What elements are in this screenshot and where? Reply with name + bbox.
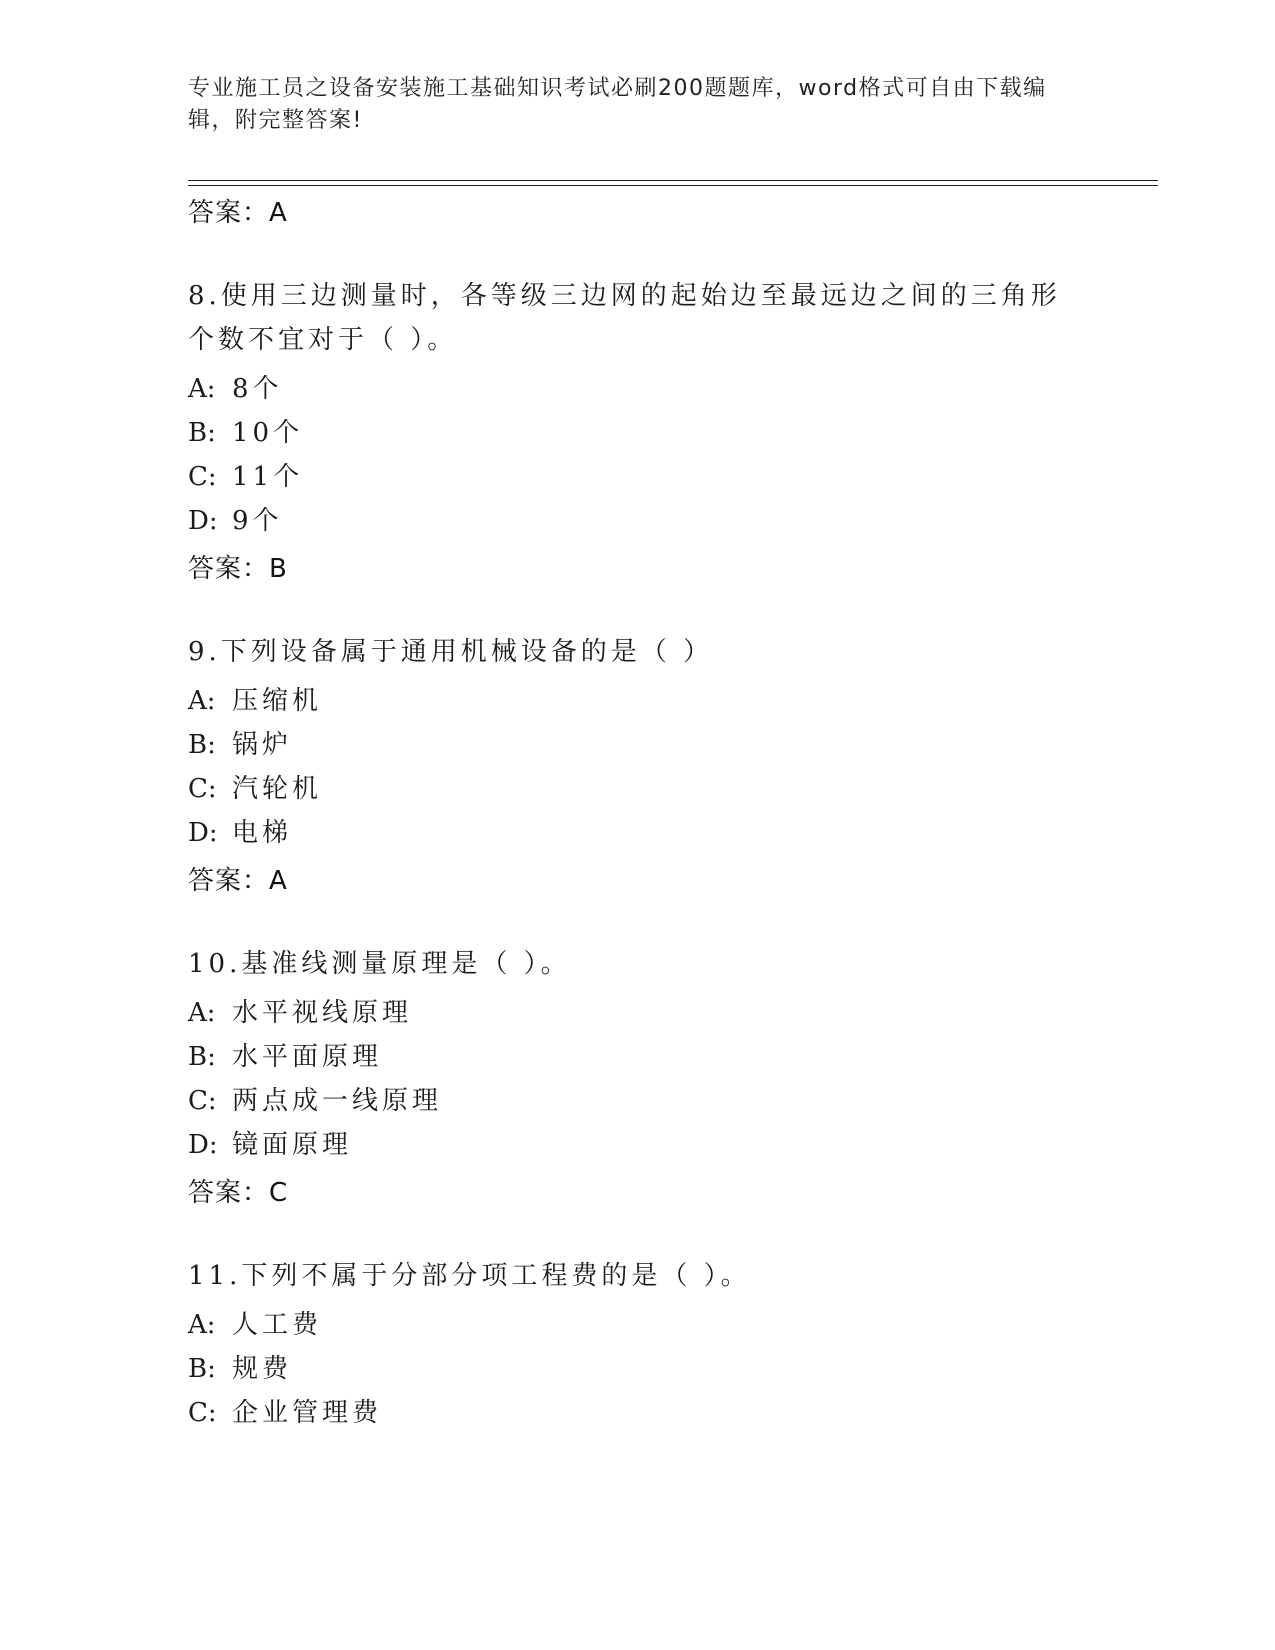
option-text: 人工费 <box>232 1310 323 1340</box>
question-9-option-a <box>188 680 322 717</box>
question-8-option-c <box>188 456 303 493</box>
option-text: 水平面原理 <box>232 1042 383 1072</box>
question-9-option-c <box>188 768 322 805</box>
question-11-option-c <box>188 1392 382 1429</box>
question-11-option-b <box>188 1348 292 1385</box>
question-8-option-d <box>188 500 283 537</box>
option-letter: D: <box>188 1130 218 1160</box>
question-8-option-b <box>188 412 303 449</box>
option-letter: B: <box>188 1354 216 1384</box>
option-text: 汽轮机 <box>232 774 323 804</box>
answer-line-9 <box>188 860 288 897</box>
document-header-title: 专业施工员之设备安装施工基础知识考试必刷200题题库，word格式可自由下载编辑，附完整答案! <box>188 76 1047 133</box>
option-letter: A: <box>188 374 216 404</box>
answer-value: A <box>269 866 288 896</box>
option-text: 锅炉 <box>232 730 293 760</box>
question-10-option-c <box>188 1080 442 1117</box>
option-text: 电梯 <box>232 818 293 848</box>
option-text: 10个 <box>232 418 304 448</box>
question-10-option-d <box>188 1124 352 1161</box>
option-letter: A: <box>188 998 216 1028</box>
option-letter: B: <box>188 730 216 760</box>
question-8-option-a <box>188 368 283 405</box>
option-letter: D: <box>188 818 218 848</box>
option-letter: D: <box>188 506 218 536</box>
question-8-text: 8.使用三边测量时，各等级三边网的起始边至最远边之间的三角形个数不宜对于（ ）。 <box>188 281 1061 355</box>
option-letter: B: <box>188 1042 216 1072</box>
answer-value: A <box>269 198 288 228</box>
question-11-text: 11.下列不属于分部分项工程费的是（ ）。 <box>188 1261 751 1291</box>
answer-line-10 <box>188 1172 288 1209</box>
option-text: 规费 <box>232 1354 293 1384</box>
option-letter: C: <box>188 774 217 804</box>
question-10-option-b <box>188 1036 382 1073</box>
answer-prefix: 答案： <box>188 866 270 896</box>
option-text: 压缩机 <box>232 686 323 716</box>
option-text: 水平视线原理 <box>232 998 413 1028</box>
option-text: 两点成一线原理 <box>232 1086 443 1116</box>
question-11-option-a <box>188 1304 322 1341</box>
option-letter: B: <box>188 418 216 448</box>
answer-prefix: 答案： <box>188 1178 270 1208</box>
question-10-option-a <box>188 992 412 1029</box>
option-text: 镜面原理 <box>232 1130 353 1160</box>
header-rule-top <box>188 180 1158 181</box>
option-letter: C: <box>188 1086 217 1116</box>
answer-value: B <box>269 554 288 584</box>
question-9-option-b <box>188 724 292 761</box>
option-letter: A: <box>188 686 216 716</box>
question-10-text: 10.基准线测量原理是（ ）。 <box>188 949 571 979</box>
option-letter: C: <box>188 1398 217 1428</box>
header-rule-bottom <box>188 185 1158 186</box>
answer-line-8 <box>188 548 288 585</box>
option-text: 企业管理费 <box>232 1398 383 1428</box>
option-text: 9个 <box>232 506 283 536</box>
answer-prefix: 答案： <box>188 198 270 228</box>
question-9-text: 9.下列设备属于通用机械设备的是（ ） <box>188 637 714 667</box>
option-text: 8个 <box>232 374 283 404</box>
answer-line-7 <box>188 192 288 229</box>
option-letter: A: <box>188 1310 216 1340</box>
answer-value: C <box>269 1178 289 1208</box>
question-9-option-d <box>188 812 292 849</box>
option-text: 11个 <box>232 462 304 492</box>
answer-prefix: 答案： <box>188 554 270 584</box>
option-letter: C: <box>188 462 217 492</box>
